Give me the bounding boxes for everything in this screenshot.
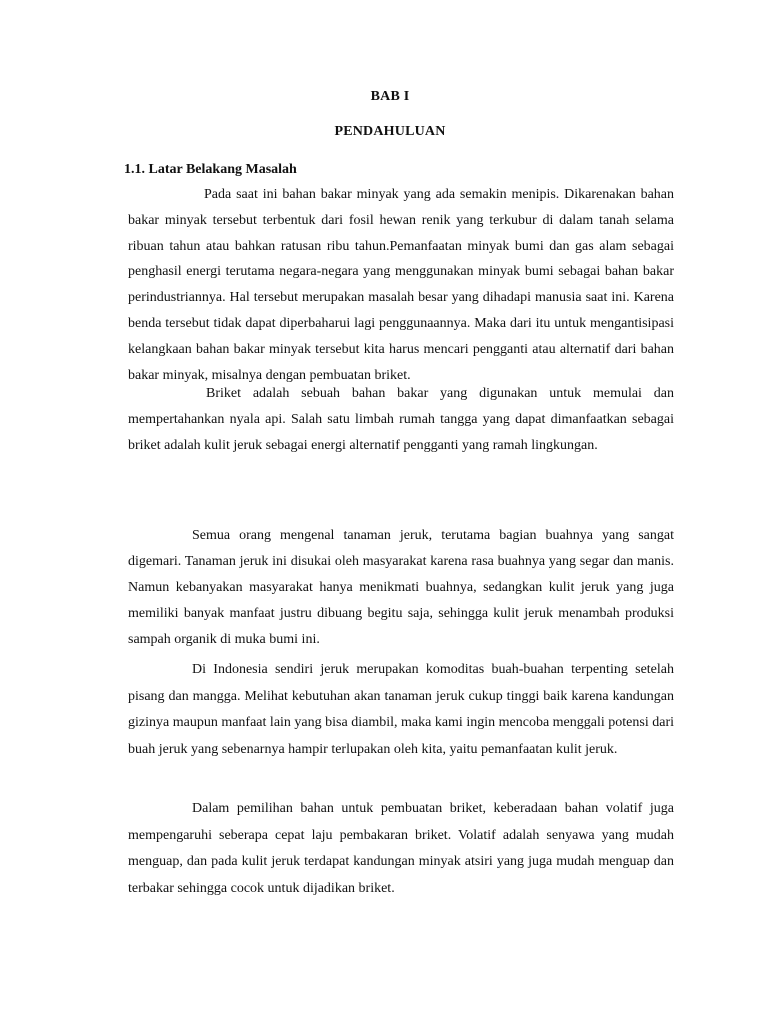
paragraph-orange-plant xyxy=(128,523,674,653)
paragraph-text: Briket adalah sebuah bahan bakar yang digunakan untuk memulai dan mempertahankan nyala api. Salah satu limbah rumah tangga yang dapat dimanfaatkan sebagai briket adalah kulit jeruk sebagai energi alternatif pengganti yang ramah lingkungan. xyxy=(128,386,674,453)
paragraph-text: Pada saat ini bahan bakar minyak yang ada semakin menipis. Dikarenakan bahan bakar minyak tersebut terbentuk dari fosil hewan renik yang terkubur di dalam tanah selama ribuan tahun atau bahkan ratusan ribu tahun.Pemanfaatan minyak bumi dan gas alam sebagai penghasil energi terutama negara-negara yang menggunakan minyak bumi sebagai bahan bakar perindustriannya. Hal tersebut merupakan masalah besar yang dihadapi manusia saat ini. Karena benda tersebut tidak dapat diperbaharui lagi penggunaannya. Maka dari itu untuk mengantisipasi kelangkaan bahan bakar minyak tersebut kita harus mencari pengganti atau alternatif dari bahan bakar minyak, misalnya dengan pembuatan briket. xyxy=(128,187,674,383)
paragraph-text: Di Indonesia sendiri jeruk merupakan komoditas buah-buahan terpenting setelah pisang dan mangga. Melihat kebutuhan akan tanaman jeruk cukup tinggi baik karena kandungan gizinya maupun manfaat lain yang bisa diambil, maka kami ingin mencoba menggali potensi dari buah jeruk yang sebenarnya hampir terlupakan oleh kita, yaitu pemanfaatan kulit jeruk. xyxy=(128,662,674,757)
paragraph-background-fuel xyxy=(128,182,674,388)
paragraph-text: Dalam pemilihan bahan untuk pembuatan briket, keberadaan bahan volatif juga mempengaruhi seberapa cepat laju pembakaran briket. Volatif adalah senyawa yang mudah menguap, dan pada kulit jeruk terdapat kandungan minyak atsiri yang juga mudah menguap dan terbakar sehingga cocok untuk dijadikan briket. xyxy=(128,801,674,896)
paragraph-text: Semua orang mengenal tanaman jeruk, terutama bagian buahnya yang sangat digemari. Tanaman jeruk ini disukai oleh masyarakat karena rasa buahnya yang segar dan manis. Namun kebanyakan masyarakat hanya menikmati buahnya, sedangkan kulit jeruk yang juga memiliki banyak manfaat justru dibuang begitu saja, sehingga kulit jeruk menambah produksi sampah organik di muka bumi ini. xyxy=(128,528,674,647)
paragraph-briket-definition xyxy=(128,381,674,458)
paragraph-indonesia-orange xyxy=(128,657,674,763)
chapter-title: PENDAHULUAN xyxy=(334,124,446,139)
chapter-number: BAB I xyxy=(370,89,410,104)
section-heading: 1.1. Latar Belakang Masalah xyxy=(124,162,297,177)
paragraph-volatile-material xyxy=(128,796,674,902)
